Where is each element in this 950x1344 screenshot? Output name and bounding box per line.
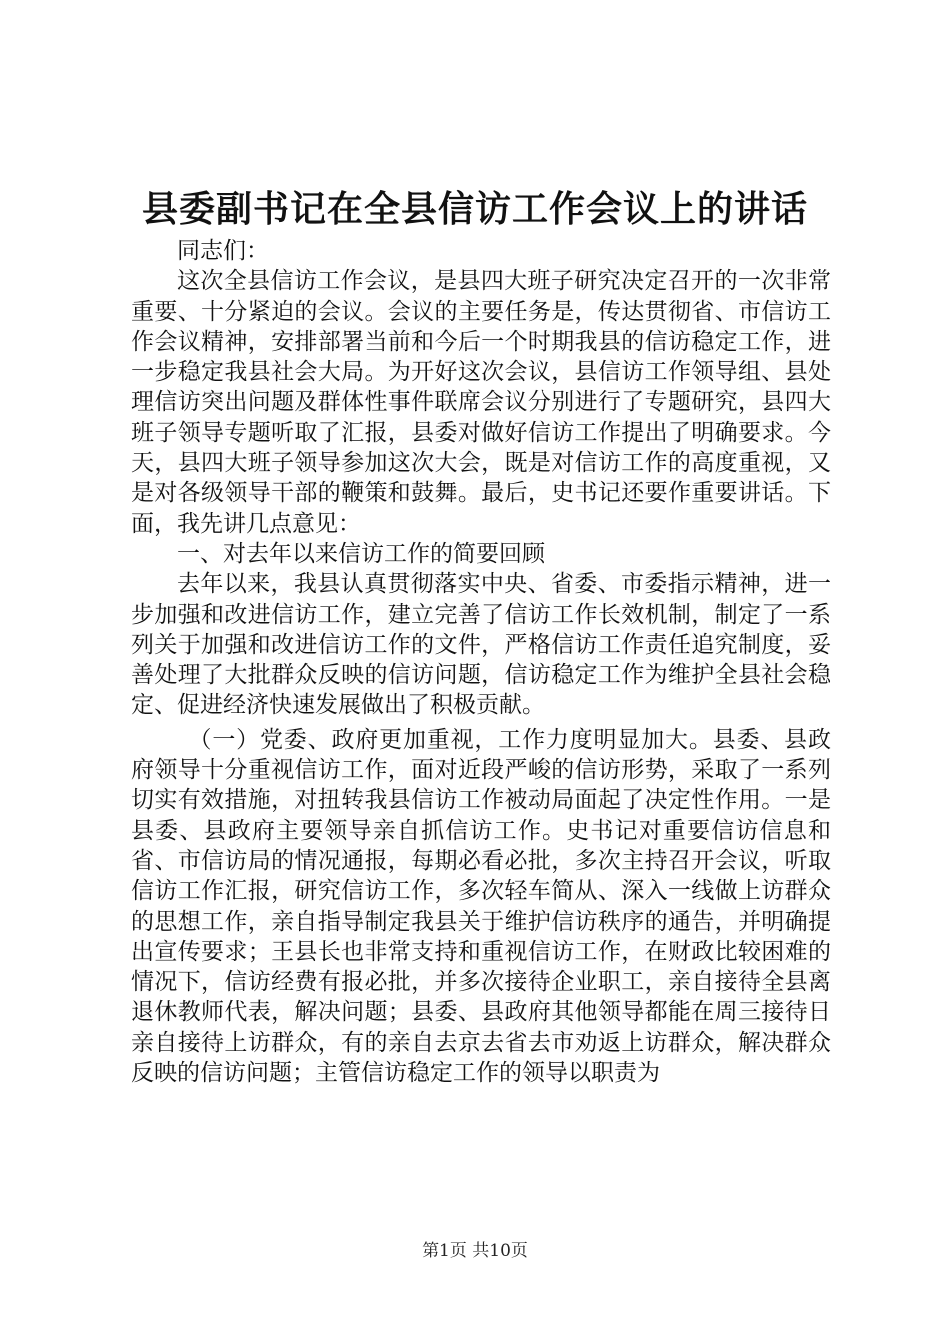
page-footer [0, 1236, 950, 1261]
paragraph-intro: 这次全县信访工作会议，是县四大班子研究决定召开的一次非常重要、十分紧迫的会议。会议的主要任务是，传达贯彻省、市信访工作会议精神，安排部署当前和今后一个时期我县的信访稳定工作，进一步稳定我县社会大局。为开好这次会议，县信访工作领导组、县处理信访突出问题及群体性事件联席会议分别进行了专题研究，县四大班子领导专题听取了汇报，县委对做好信访工作提出了明确要求。今天，县四大班子领导参加这次大会，既是对信访工作的高度重视，又是对各级领导干部的鞭策和鼓舞。最后，史书记还要作重要讲话。下面，我先讲几点意见： [131, 268, 831, 537]
document-title: 县委副书记在全县信访工作会议上的讲话 [141, 188, 808, 230]
section-heading-1: 一、对去年以来信访工作的简要回顾 [177, 540, 545, 567]
paragraph-review: 去年以来，我县认真贯彻落实中央、省委、市委指示精神，进一步加强和改进信访工作，建立完善了信访工作长效机制，制定了一系列关于加强和改进信访工作的文件，严格信访工作责任追究制度，妥善处理了大批群众反映的信访问题，信访稳定工作为维护全县社会稳定、促进经济快速发展做出了积极贡献。 [131, 571, 831, 719]
document-body [131, 236, 831, 1088]
page-number: 第1页 共10页 [422, 1241, 528, 1261]
paragraph-subsection-1: （一）党委、政府更加重视，工作力度明显加大。县委、县政府领导十分重视信访工作，面对近段严峻的信访形势，采取了一系列切实有效措施，对扭转我县信访工作被动局面起了决定性作用。一是县委、县政府主要领导亲自抓信访工作。史书记对重要信访信息和省、市信访局的情况通报，每期必看必批，多次主持召开会议，听取信访工作汇报，研究信访工作，多次轻车简从、深入一线做上访群众的思想工作，亲自指导制定我县关于维护信访秩序的通告，并明确提出宣传要求；王县长也非常支持和重视信访工作，在财政比较困难的情况下，信访经费有报必批，并多次接待企业职工，亲自接待全县离退休教师代表，解决问题；县委、县政府其他领导都能在周三接待日亲自接待上访群众，有的亲自去京去省去市劝返上访群众，解决群众反映的信访问题；主管信访稳定工作的领导以职责为 [131, 726, 831, 1087]
greeting: 同志们： [177, 238, 269, 264]
